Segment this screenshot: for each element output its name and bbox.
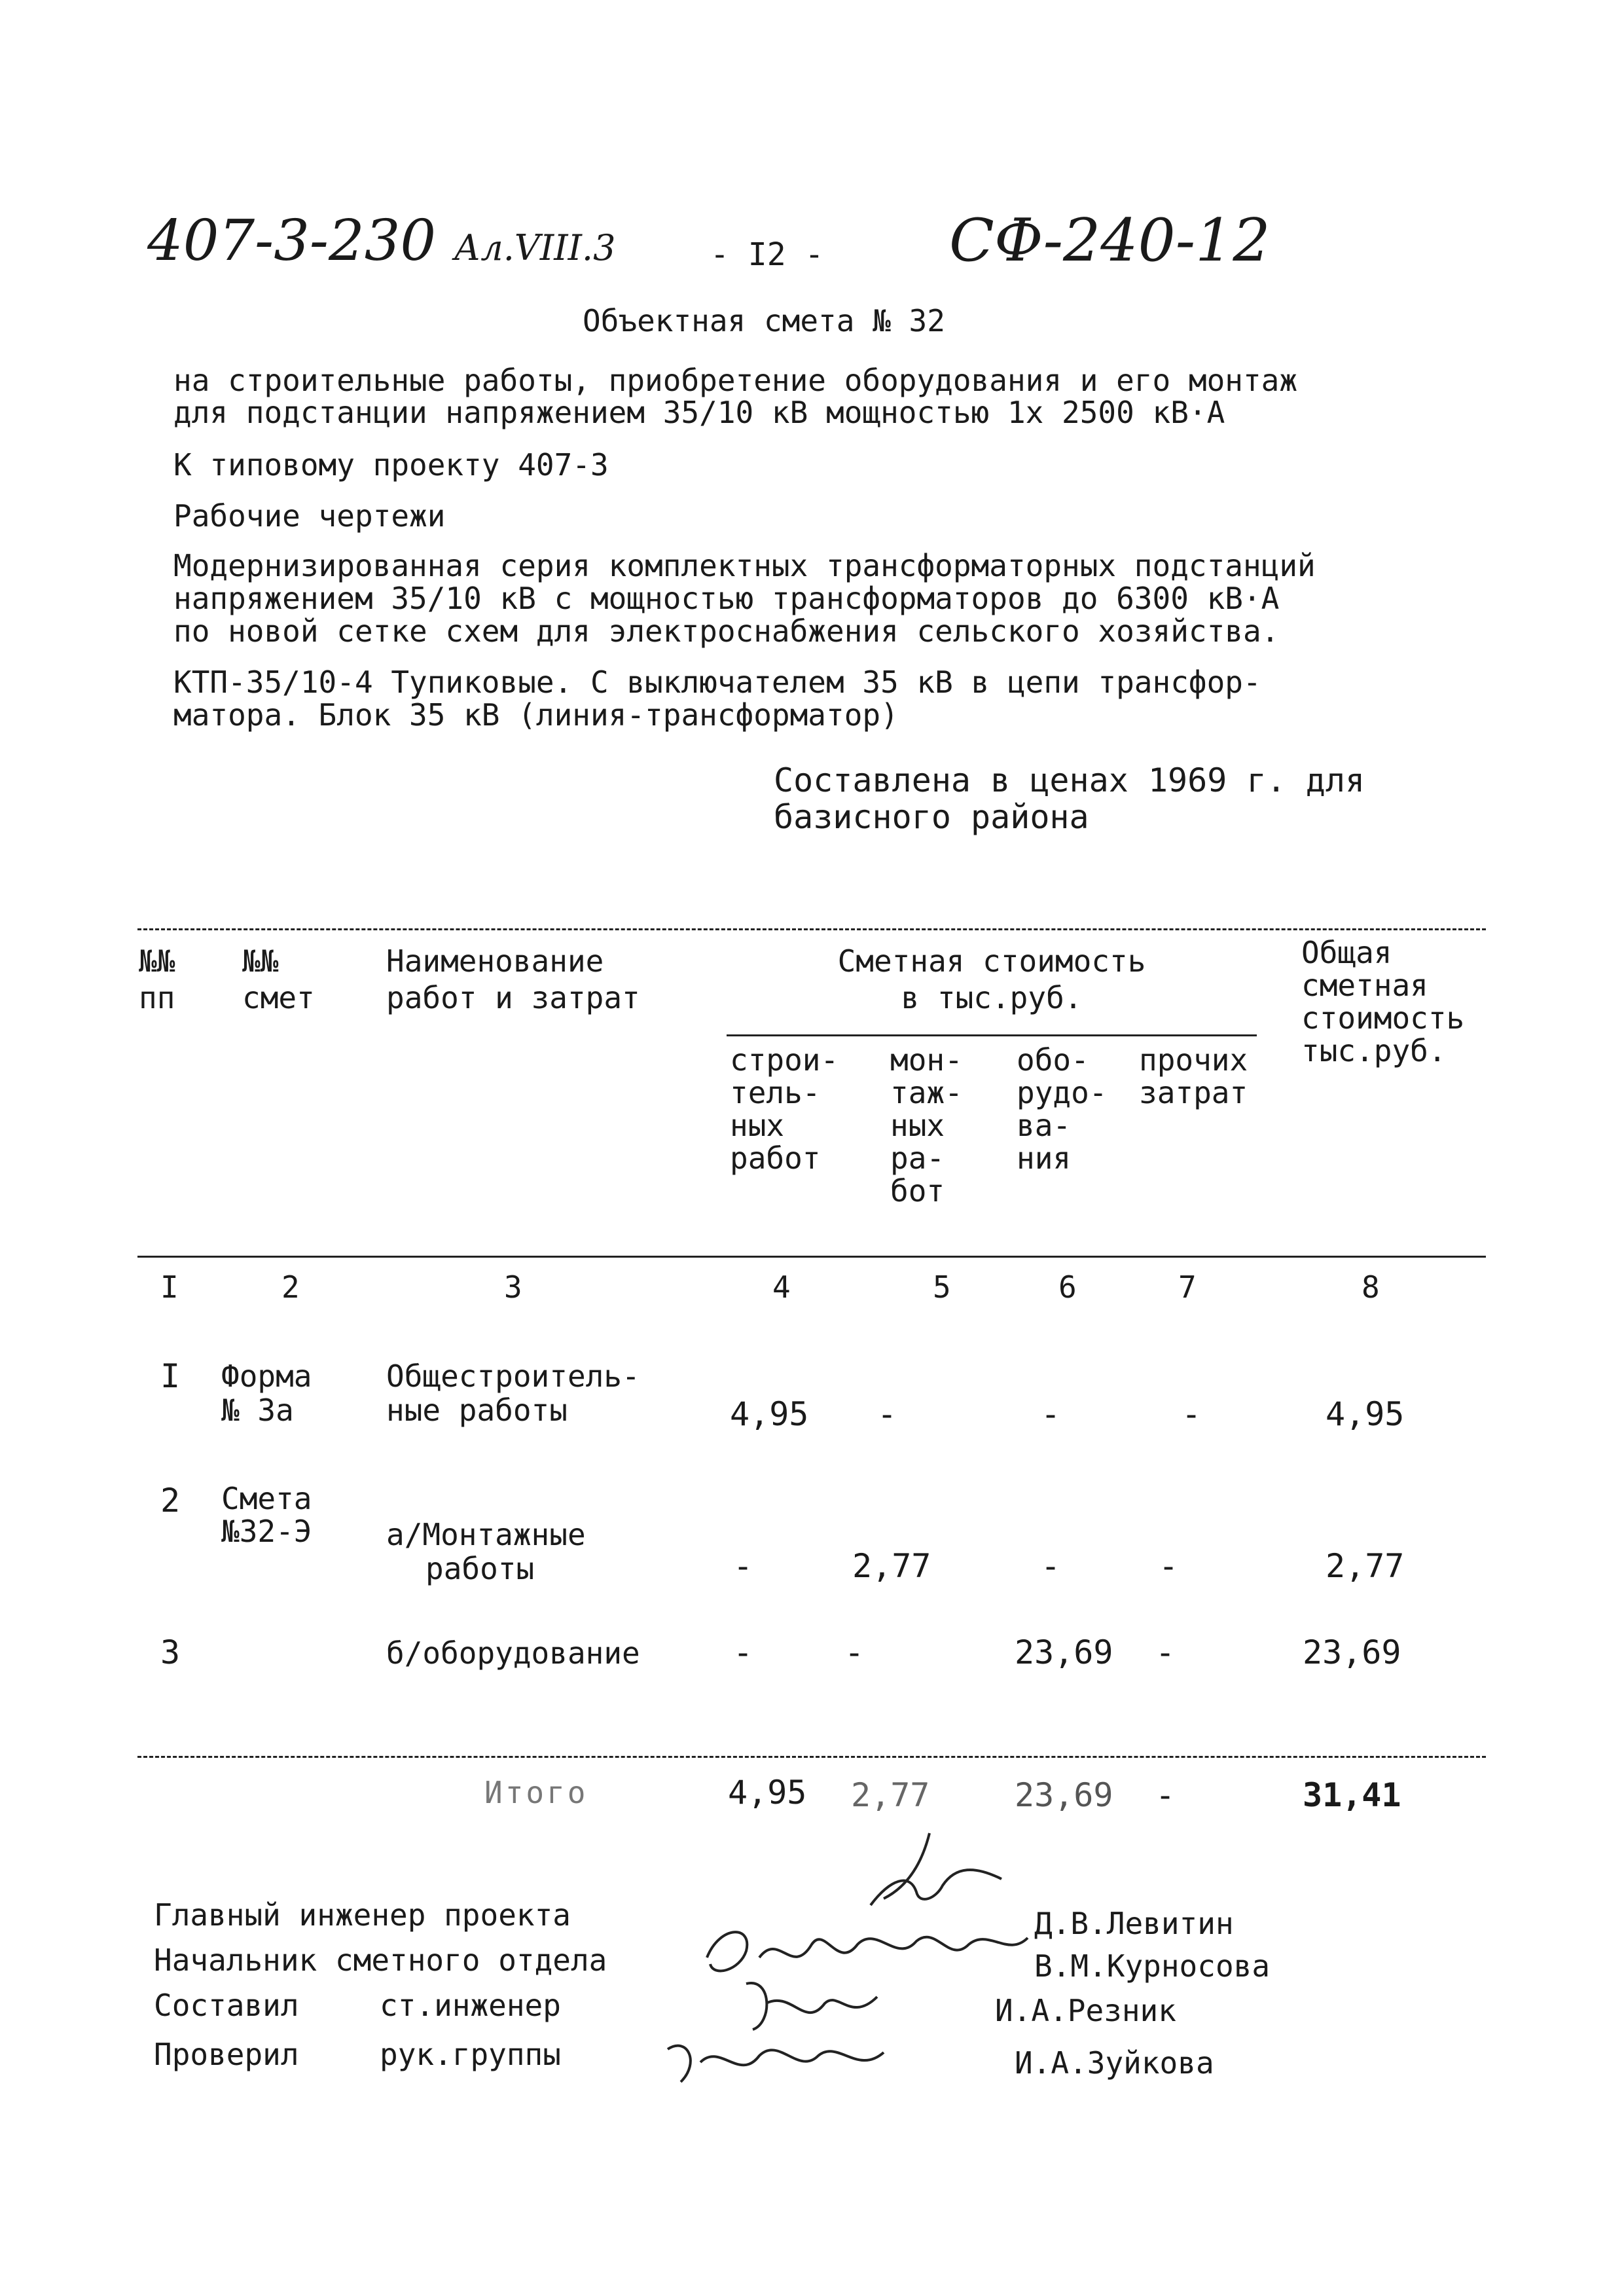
row3-total: 23,69 [1303,1633,1401,1671]
col-header-cost-group: Сметная стоимость в тыс.руб. [837,943,1146,1015]
totals-label: Итого [484,1775,588,1810]
doc-code-left-main: 407-3-230 [147,208,437,274]
signature-levitin [844,1827,1015,1918]
signature-name-1: Д.В.Левитин [1034,1906,1234,1941]
page-title: Объектная смета № 32 [583,303,945,338]
signature-role-2: Начальник сметного отдела [154,1942,607,1978]
col-number-8: 8 [1362,1269,1380,1305]
row2-num: 2 [160,1482,181,1520]
col-header-equip: обо- рудо- ва- ния [1017,1042,1108,1176]
desc-line-2: напряжением 35/10 кВ с мощностью трансформаторов до 6300 кВ·А [173,581,1280,616]
row2-build: - [733,1547,753,1585]
signature-position-3: ст.инженер [380,1988,561,2023]
signature-position-4: рук.группы [380,2037,561,2072]
col-number-2: 2 [281,1269,300,1305]
desc-line-1: Модернизированная серия комплектных трансформаторных подстанций [173,548,1316,583]
signature-role-1: Главный инженер проекта [154,1897,571,1933]
title-line-1: на строительные работы, приобретение оборудования и его монтаж [173,363,1298,398]
row1-num: I [160,1357,181,1395]
page-number: - I2 - [710,236,824,273]
col-header-total: Общая сметная стоимость тыс.руб. [1301,935,1465,1068]
doc-code-left [147,208,615,281]
signature-role-3: Составил [154,1988,299,2023]
col-header-other: прочих затрат [1139,1042,1248,1110]
row3-build: - [733,1633,753,1671]
row1-other: - [1182,1395,1202,1433]
row2-equip: - [1041,1547,1061,1585]
drawings-label: Рабочие чертежи [173,498,446,534]
ktp-line-1: КТП-35/10-4 Тупиковые. С выключателем 35 кВ в цепи трансфор- [173,665,1261,700]
doc-code-right: СФ-240-12 [949,206,1271,275]
row2-smeta: Смета №32-Э [221,1481,312,1549]
row1-smeta: Форма № 3а [221,1358,312,1428]
ktp-line-2: матора. Блок 35 кВ (линия-трансформатор) [173,697,899,733]
col-header-mount: мон- таж- ных ра- бот [890,1042,963,1209]
col-header-smeta: №№ смет [242,943,315,1015]
row2-total: 2,77 [1326,1547,1405,1585]
signature-zuikova [661,2023,897,2095]
doc-code-suffix: Ал.VIII.3 [454,227,616,268]
row3-name: б/оборудование [386,1635,640,1671]
totals-build: 4,95 [728,1774,807,1812]
row1-mount: - [877,1395,897,1433]
totals-mount: 2,77 [851,1776,930,1814]
totals-other: - [1155,1776,1176,1814]
col-header-name: Наименование работ и затрат [386,943,640,1015]
col-number-7: 7 [1178,1269,1197,1305]
table-top-rule [137,928,1486,930]
row1-build: 4,95 [730,1395,809,1433]
col-number-5: 5 [933,1269,951,1305]
row1-equip: - [1041,1395,1061,1433]
totals-rule [137,1756,1486,1758]
row1-name: Общестроитель- ные работы [386,1358,640,1428]
price-line-1: Составлена в ценах 1969 г. для [774,761,1365,799]
row3-equip: 23,69 [1015,1633,1113,1671]
row3-mount: - [844,1633,865,1671]
signature-name-4: И.А.Зуйкова [1015,2045,1214,2081]
signature-name-3: И.А.Резник [995,1993,1176,2028]
row1-total: 4,95 [1326,1395,1405,1433]
desc-line-3: по новой сетке схем для электроснабжения сельского хозяйства. [173,613,1280,649]
header-bottom-rule [137,1256,1486,1258]
price-line-2: базисного района [774,798,1089,836]
col-number-3: 3 [504,1269,522,1305]
row3-num: 3 [160,1633,181,1671]
row2-name: а/Монтажные работы [386,1517,586,1586]
col-header-pp: №№ пп [139,943,175,1015]
row3-other: - [1155,1633,1176,1671]
col-number-4: 4 [772,1269,791,1305]
col-number-6: 6 [1058,1269,1077,1305]
totals-equip: 23,69 [1015,1776,1113,1814]
title-line-2: для подстанции напряжением 35/10 кВ мощностью 1х 2500 кВ·А [173,395,1225,430]
project-ref: К типовому проекту 407-3 [173,447,609,483]
cost-group-rule [727,1034,1257,1036]
row2-other: - [1159,1547,1179,1585]
totals-total: 31,41 [1303,1776,1401,1814]
signature-role-4: Проверил [154,2037,299,2072]
col-number-1: I [160,1269,179,1305]
col-header-build: строи- тель- ных работ [730,1042,839,1176]
signature-name-2: В.М.Курносова [1034,1948,1271,1984]
row2-mount: 2,77 [852,1547,931,1585]
